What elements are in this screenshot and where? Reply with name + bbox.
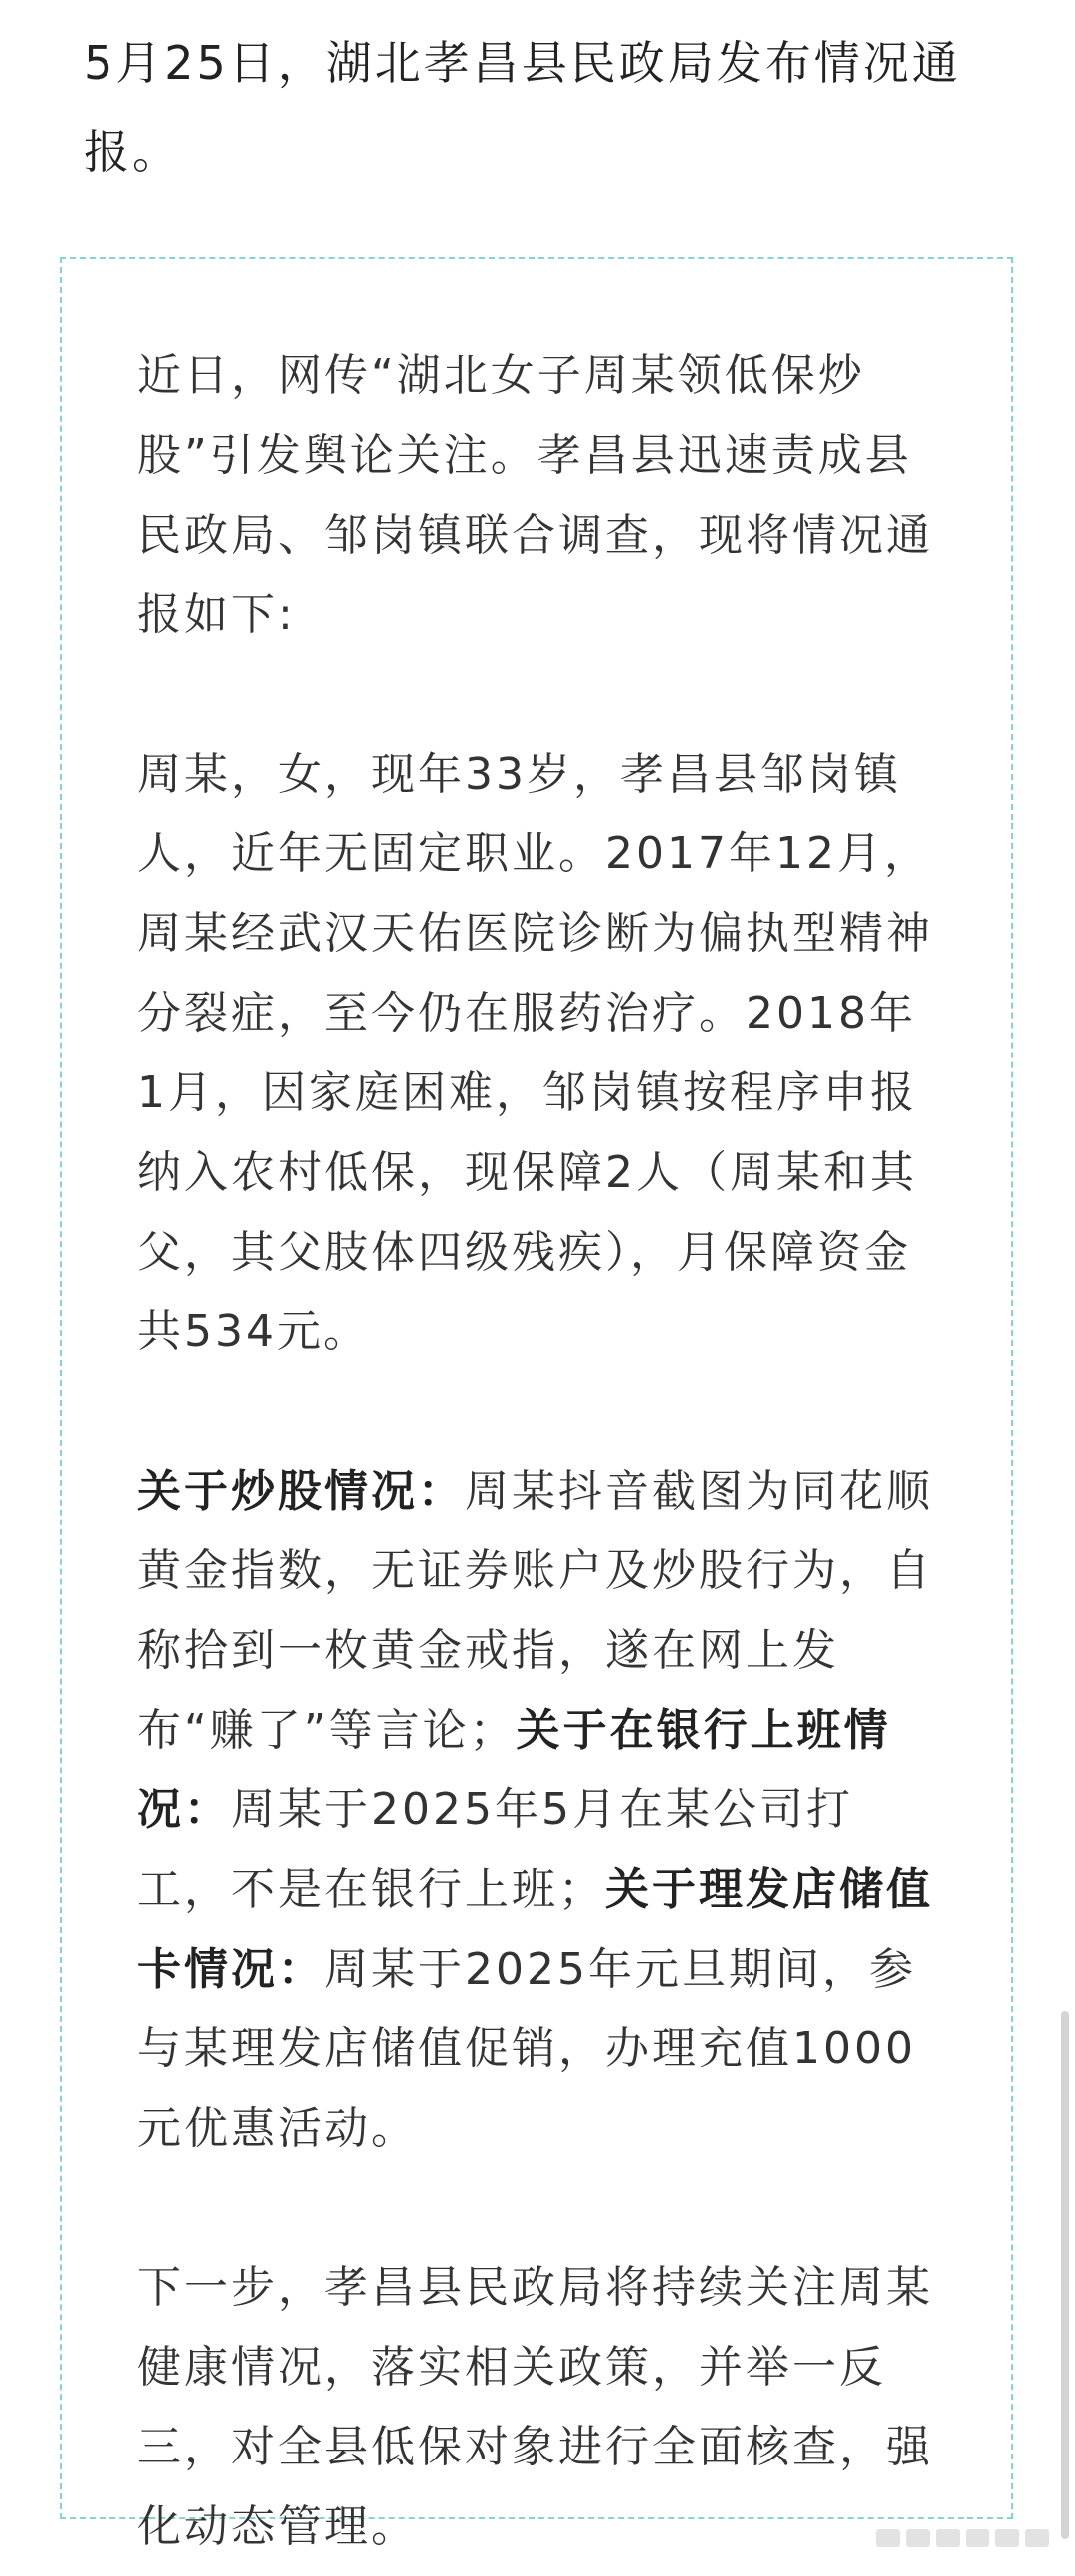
clarification-heading-barber: 关于理发店储值卡情况：: [137, 1864, 933, 1994]
notice-paragraph-profile: 周某，女，现年33岁，孝昌县邹岗镇人，近年无固定职业。2017年12月，周某经武汉天佑医院诊断为偏执型精神分裂症，至今仍在服药治疗。2018年1月，因家庭困难，邹岗镇按程序申报纳入农村低保，现保障2人（周某和其父，其父肢体四级残疾），月保障资金共534元。: [137, 749, 933, 1357]
clarification-text-stocks: 周某抖音截图为同花顺黄金指数，无证券账户及炒股行为，自称拾到一枚黄金戒指，遂在网上发布“赚了”等言论；: [137, 1466, 933, 1756]
notice-paragraph-intro: 近日，网传“湖北女子周某领低保炒股”引发舆论关注。孝昌县迅速责成县民政局、邹岗镇联合调查，现将情况通报如下:: [137, 351, 933, 640]
notice-paragraph-next-steps: 下一步，孝昌县民政局将持续关注周某健康情况，落实相关政策，并举一反三，对全县低保对象进行全面核查，强化动态管理。: [137, 2262, 933, 2552]
clarification-text-barber: 周某于2025年元旦期间，参与某理发店储值促销，办理充值1000元优惠活动。: [137, 1944, 916, 2154]
clarification-heading-bank: 关于在银行上班情况：: [137, 1705, 891, 1835]
notice-content: [137, 337, 946, 2567]
scrollbar-thumb[interactable]: [1061, 2011, 1069, 2539]
headline: 5月25日，湖北孝昌县民政局发布情况通报。: [84, 36, 961, 179]
clarification-heading-stocks: 关于炒股情况：: [137, 1466, 465, 1517]
notice-paragraph-clarifications: [137, 1452, 946, 2169]
clarification-text-bank: 周某于2025年5月在某公司打工，不是在银行上班；: [137, 1784, 853, 1915]
notice-box: [60, 257, 1013, 2552]
watermark-icon: [876, 2519, 1071, 2557]
